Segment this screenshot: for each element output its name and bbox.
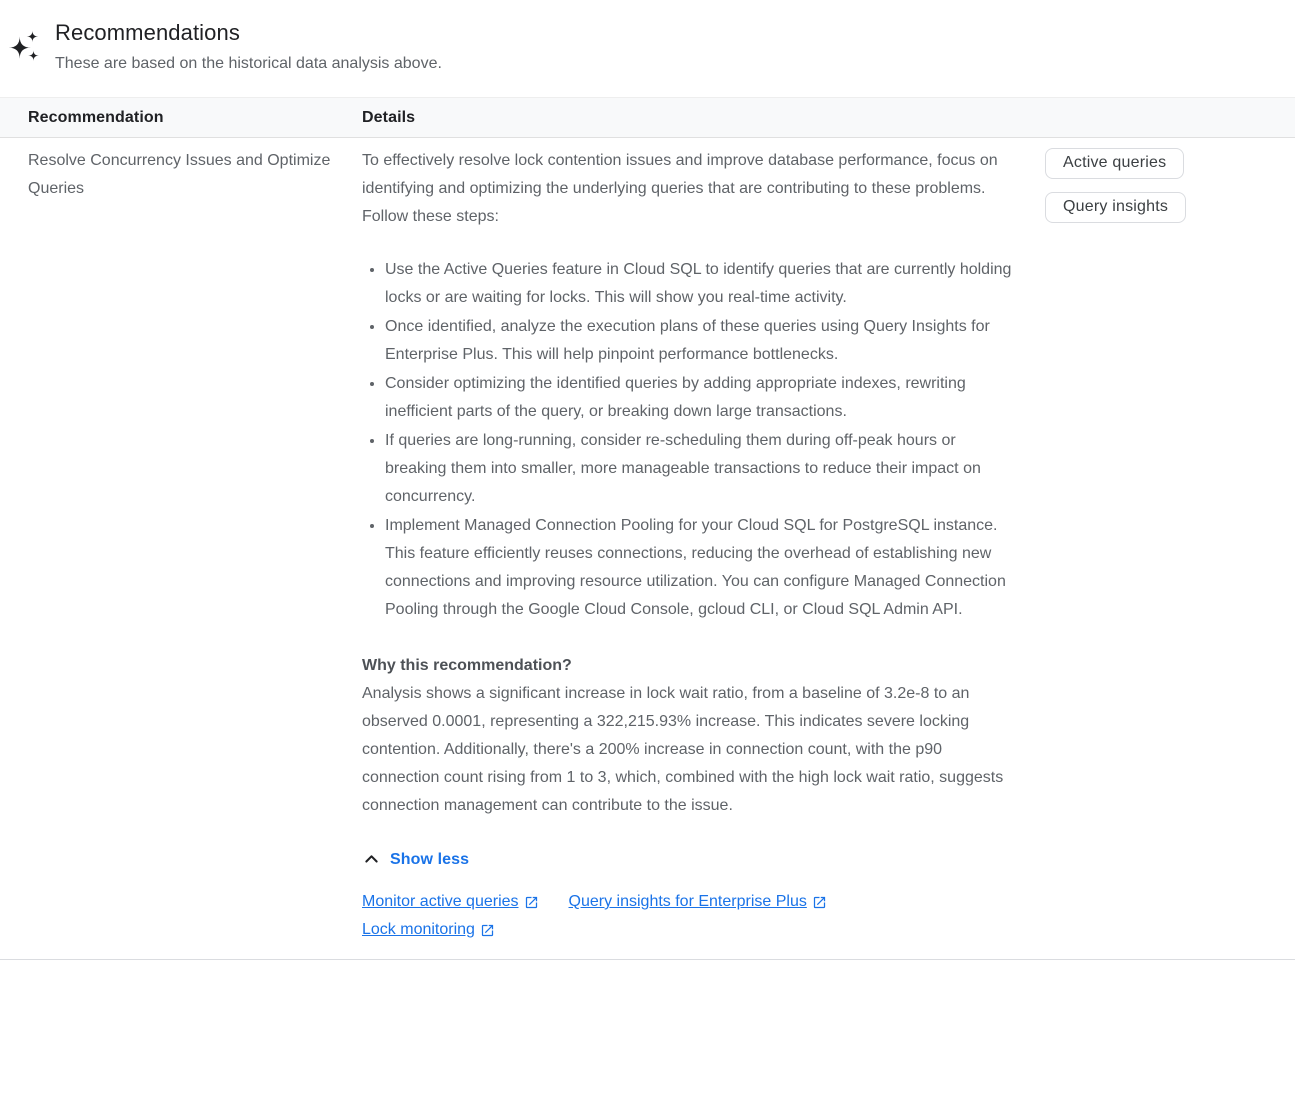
query-insights-chip[interactable]: Query insights [1045, 192, 1186, 223]
recommendation-title: Resolve Concurrency Issues and Optimize Queries [28, 152, 331, 197]
page-subtitle: These are based on the historical data analysis above. [55, 55, 442, 72]
link-query-insights-enterprise-plus[interactable]: Query insights for Enterprise Plus [569, 891, 827, 913]
why-recommendation-heading: Why this recommendation? [362, 657, 572, 674]
why-recommendation-text: Analysis shows a significant increase in lock wait ratio, from a baseline of 3.2e-8 to an observed 0.0001, representing a 322,215.93% increase. This indicates severe locking contention. Additionally, there's a 200% increase in connection count, with the p90 connection count rising from 1 to 3, which, combined with the high lock wait ratio, suggests connection management can contribute to the issue. [362, 685, 1004, 814]
external-link-icon [524, 895, 539, 910]
show-less-button[interactable] [362, 850, 469, 869]
bullet-item: • Use the Active Queries feature in Cloud SQL to identify queries that are currently holding locks or are waiting for locks. This will show you real-time activity. [385, 255, 1012, 312]
documentation-links [362, 891, 962, 941]
show-less-label: Show less [390, 850, 470, 868]
link-monitor-active-queries[interactable]: Monitor active queries [362, 891, 539, 913]
recommendations-table [0, 97, 1295, 960]
bullet-item: • Consider optimizing the identified queries by adding appropriate indexes, rewriting inefficient parts of the query, or breaking down large transactions. [385, 369, 1012, 426]
table-header-row [0, 97, 1295, 138]
column-header-details: Details [362, 108, 416, 126]
bullet-item: • Once identified, analyze the execution plans of these queries using Query Insights for Enterprise Plus. This will help pinpoint performance bottlenecks. [385, 312, 1012, 369]
recommendation-details [362, 138, 1012, 941]
details-intro: To effectively resolve lock contention issues and improve database performance, focus on identifying and optimizing the underlying queries that are contributing to these problems. Follow these steps: [362, 152, 998, 225]
external-link-icon [480, 923, 495, 938]
details-bullet-list [362, 255, 1012, 624]
chevron-up-icon [362, 850, 381, 869]
recommendations-header [0, 0, 1295, 76]
active-queries-chip[interactable]: Active queries [1045, 148, 1184, 179]
bullet-item: • Implement Managed Connection Pooling for your Cloud SQL for PostgreSQL instance. This feature efficiently reuses connections, reducing the overhead of establishing new connections and improving resource utilization. You can configure Managed Connection Pooling through the Google Cloud Console, gcloud CLI, or Cloud SQL Admin API. [385, 511, 1012, 624]
sparkle-icon [8, 29, 42, 63]
column-header-recommendation: Recommendation [28, 108, 164, 126]
table-row [0, 138, 1295, 960]
action-chips [1012, 138, 1295, 941]
external-link-icon [812, 895, 827, 910]
page-title: Recommendations [55, 20, 240, 45]
link-lock-monitoring[interactable]: Lock monitoring [362, 919, 495, 941]
bullet-item: • If queries are long-running, consider re-scheduling them during off-peak hours or breaking them into smaller, more manageable transactions to reduce their impact on concurrency. [385, 426, 1012, 511]
